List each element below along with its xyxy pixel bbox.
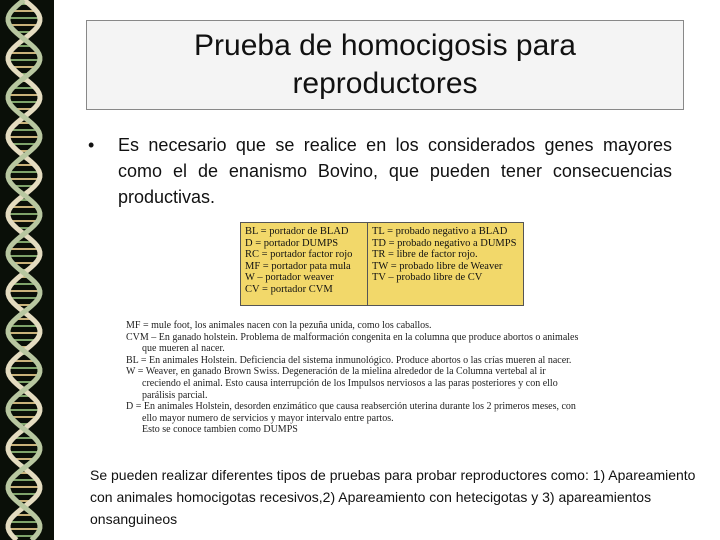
definition-line: ello mayor numero de servicios y mayor intervalo entre partos. [142,412,394,424]
definition-line: que mueren al nacer. [142,343,225,355]
definition-line: BL = En animales Holstein. Deficiencia del sistema inmunológico. Produce abortos o las crías mueren al nacer. [126,354,572,366]
legend-row: TD = probado negativo a DUMPS [372,237,517,249]
genotype-legend-table [240,222,524,306]
legend-row: BL = portador de BLAD [245,226,349,237]
title-box [86,20,684,110]
legend-row: RC = portador factor rojo [245,249,353,261]
bullet-item [88,132,672,210]
legend-row: TV – probado libre de CV [372,272,483,284]
legend-row: TW = probado libre de Weaver [372,260,503,272]
legend-row: TR = libre de factor rojo. [372,249,478,261]
disease-definitions [126,320,640,436]
legend-tested-column [368,223,523,305]
legend-row: CV = portador CVM [245,283,333,295]
dna-helix-decoration [0,0,54,540]
definition-line: W = Weaver, en ganado Brown Swiss. Degeneración de la mielina alrededor de la Columna vertebal al ir [126,366,546,378]
legend-row: D = portador DUMPS [245,237,339,249]
bullet-marker: • [88,135,95,155]
legend-carrier-column [241,223,368,305]
definition-line: D = En animales Holstein, desorden enzimático que causa reabserción uterina durante los 2 primeros meses, con [126,401,576,413]
page-title: Prueba de homocigosis para reproductores [194,29,576,100]
bullet-text: Es necesario que se realice en los considerados genes mayores como el de enanismo Bovino, que pueden tener consecuencias productivas. [118,135,672,207]
definition-line: parálisis parcial. [142,389,208,401]
definition-line: MF = mule foot, los animales nacen con la pezuña unida, como los caballos. [126,320,432,331]
footer-paragraph: Se pueden realizar diferentes tipos de pruebas para probar reproductores como: 1) Apareamiento con animales homocigotas recesivos,2) Apareamiento con hetecigotas y 3) apareamientos onsanguineos [90,467,696,527]
legend-row: W – portador weaver [245,272,334,284]
legend-row: MF = portador pata mula [245,260,351,272]
definition-line: CVM – En ganado holstein. Problema de malformación congenita en la columna que produce abortos o animales [126,331,579,343]
definition-line: creciendo el animal. Esto causa interrupción de los Impulsos nerviosos a las paras posteriores y con ello [142,377,558,389]
definition-line: Esto se conoce tambien como DUMPS [142,424,298,436]
legend-row: TL = probado negativo a BLAD [372,226,508,237]
